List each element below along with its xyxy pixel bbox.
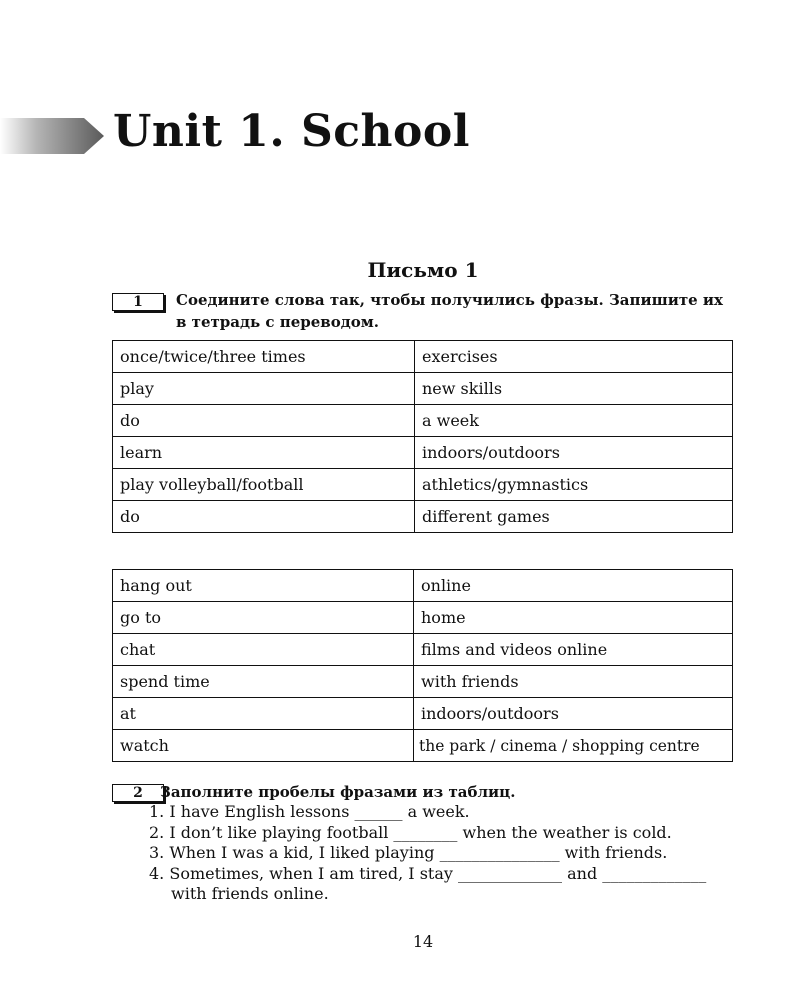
table-row — [113, 666, 733, 698]
left-cell: watch — [113, 730, 414, 762]
left-cell: spend time — [113, 666, 414, 698]
table-row — [113, 698, 733, 730]
table-row — [113, 469, 733, 501]
table-row — [113, 373, 733, 405]
task-1-number: 1 — [112, 293, 164, 311]
right-cell: films and videos online — [414, 634, 733, 666]
left-cell: learn — [113, 437, 415, 469]
left-cell: play — [113, 373, 415, 405]
left-cell: once/twice/three times — [113, 341, 415, 373]
right-cell: online — [414, 570, 733, 602]
left-cell: do — [113, 405, 415, 437]
right-cell: new skills — [415, 373, 733, 405]
left-cell: do — [113, 501, 415, 533]
table-row — [113, 570, 733, 602]
table-row — [113, 437, 733, 469]
list-item-continuation: with friends online. — [171, 884, 329, 903]
left-cell: hang out — [113, 570, 414, 602]
table-row — [113, 341, 733, 373]
list-item: 2. I don’t like playing football ________ when the weather is cold. — [149, 822, 672, 842]
task-2-sentences — [149, 802, 739, 905]
right-cell: indoors/outdoors — [414, 698, 733, 730]
match-table-1 — [112, 340, 733, 533]
left-cell: chat — [113, 634, 414, 666]
right-cell: a week — [415, 405, 733, 437]
table-row — [113, 405, 733, 437]
left-cell: at — [113, 698, 414, 730]
right-cell: exercises — [415, 341, 733, 373]
unit-title: Unit 1. School — [113, 106, 470, 157]
page-number: 14 — [412, 932, 434, 951]
task-1-instruction-line1: Соедините слова так, чтобы получились фразы. Запишите их — [176, 291, 723, 309]
table-row — [113, 730, 733, 762]
list-item: 3. When I was a kid, I liked playing _______________ with friends. — [149, 843, 668, 862]
right-cell: indoors/outdoors — [415, 437, 733, 469]
task-2-number: 2 — [112, 784, 164, 802]
right-cell: athletics/gymnastics — [415, 469, 733, 501]
list-item: 4. Sometimes, when I am tired, I stay _____________ and _____________ — [149, 863, 707, 883]
task-1-instruction-line2: в тетрадь с переводом. — [176, 313, 379, 331]
left-cell: play volleyball/football — [113, 469, 415, 501]
match-table-2 — [112, 569, 733, 762]
right-cell: home — [414, 602, 733, 634]
right-cell: different games — [415, 501, 733, 533]
table-row — [113, 602, 733, 634]
table-row — [113, 501, 733, 533]
right-cell: the park / cinema / shopping centre — [414, 730, 733, 762]
letter-title: Письмо 1 — [367, 258, 479, 282]
task-1-instruction — [176, 289, 723, 333]
list-item: 1. I have English lessons ______ a week. — [149, 802, 470, 821]
task-2-instruction: Заполните пробелы фразами из таблиц. — [160, 783, 516, 801]
unit-banner-arrow — [0, 118, 104, 154]
table-row — [113, 634, 733, 666]
left-cell: go to — [113, 602, 414, 634]
right-cell: with friends — [414, 666, 733, 698]
